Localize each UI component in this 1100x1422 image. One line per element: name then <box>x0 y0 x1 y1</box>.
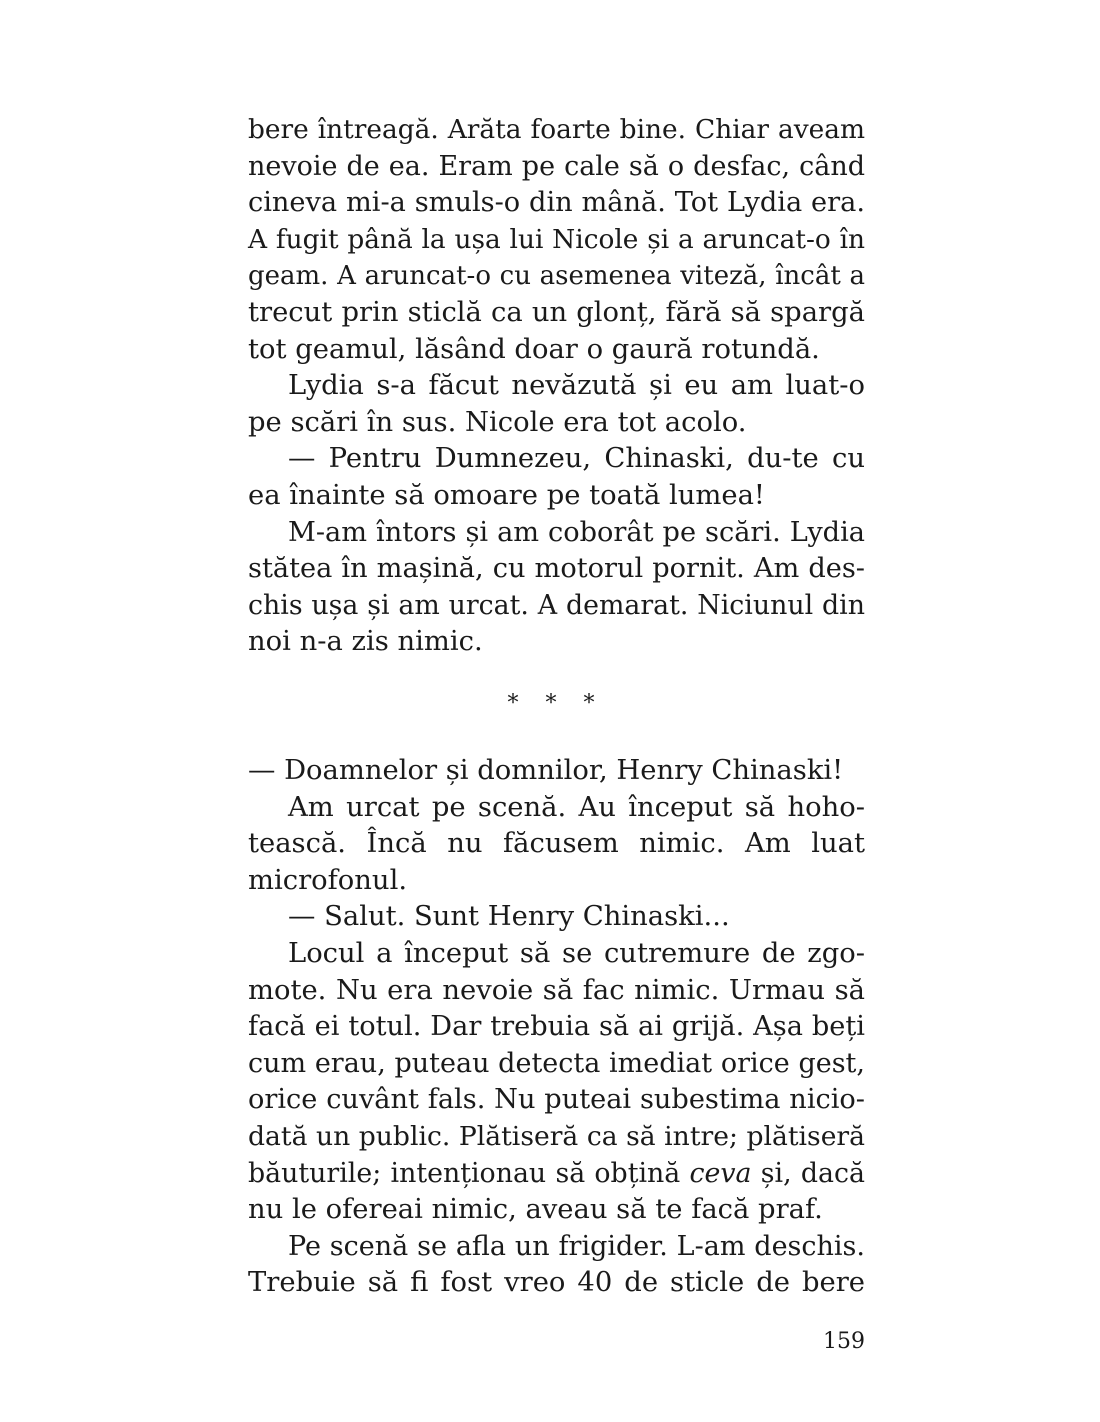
page-number: 159 <box>823 1329 865 1354</box>
text-line: ea înainte să omoare pe toată lumea! <box>248 479 765 511</box>
section-separator: * * * <box>507 691 605 716</box>
text-line: M-am întors și am coborât pe scări. Lydia <box>288 516 865 548</box>
text-line <box>248 1156 865 1193</box>
text-line: orice cuvânt fals. Nu puteai subestima nicio- <box>248 1084 865 1116</box>
text-line: — Salut. Sunt Henry Chinaski... <box>288 901 730 933</box>
text-line: Am urcat pe scenă. Au început să hoho- <box>288 791 865 823</box>
text-line: tească. Încă nu făcusem nimic. Am luat <box>248 828 865 860</box>
text-line: nu le ofereai nimic, aveau să te facă praf. <box>248 1194 823 1226</box>
text-line: noi n-a zis nimic. <box>248 626 483 658</box>
text-line: chis ușa și am urcat. A demarat. Niciunul din <box>248 589 865 621</box>
text-line: trecut prin sticlă ca un glonț, fără să spargă <box>248 296 865 328</box>
text-line: microfonul. <box>248 864 408 896</box>
text-block-upper <box>248 112 865 661</box>
text-line: Pe scenă se afla un frigider. L-am deschis. <box>288 1230 865 1262</box>
text-line: dată un public. Plătiseră ca să intre; plătiseră <box>248 1120 865 1152</box>
text-line: Locul a început să se cutremure de zgo- <box>288 937 865 969</box>
text-block-lower <box>248 753 865 1302</box>
text-line: tot geamul, lăsând doar o gaură rotundă. <box>248 333 820 365</box>
emphasis-text: ceva <box>689 1157 752 1189</box>
text-line: — Doamnelor și domnilor, Henry Chinaski! <box>248 755 844 786</box>
text-line: Lydia s-a făcut nevăzută și eu am luat-o <box>288 370 865 402</box>
text-line: facă ei totul. Dar trebuia să ai grijă. Așa beți <box>248 1011 865 1043</box>
text-line: pe scări în sus. Nicole era tot acolo. <box>248 406 747 438</box>
text-line: cineva mi-a smuls-o din mână. Tot Lydia era. <box>248 187 865 219</box>
text-line: cum erau, puteau detecta imediat orice gest, <box>248 1047 865 1079</box>
text-line: stătea în mașină, cu motorul pornit. Am des- <box>248 553 865 585</box>
text-line: bere întreagă. Arăta foarte bine. Chiar aveam <box>248 114 865 145</box>
text-line: nevoie de ea. Eram pe cale să o desfac, când <box>248 150 865 182</box>
text-line: — Pentru Dumnezeu, Chinaski, du-te cu <box>288 443 865 475</box>
text-segment: și, dacă <box>751 1157 865 1189</box>
text-segment: băuturile; intenționau să obțină <box>248 1157 690 1189</box>
text-line: geam. A aruncat-o cu asemenea viteză, încât a <box>248 261 865 292</box>
text-line: Trebuie să fi fost vreo 40 de sticle de bere <box>248 1267 865 1299</box>
text-line: A fugit până la ușa lui Nicole și a aruncat-o în <box>248 223 865 255</box>
text-line: mote. Nu era nevoie să fac nimic. Urmau să <box>248 974 865 1006</box>
